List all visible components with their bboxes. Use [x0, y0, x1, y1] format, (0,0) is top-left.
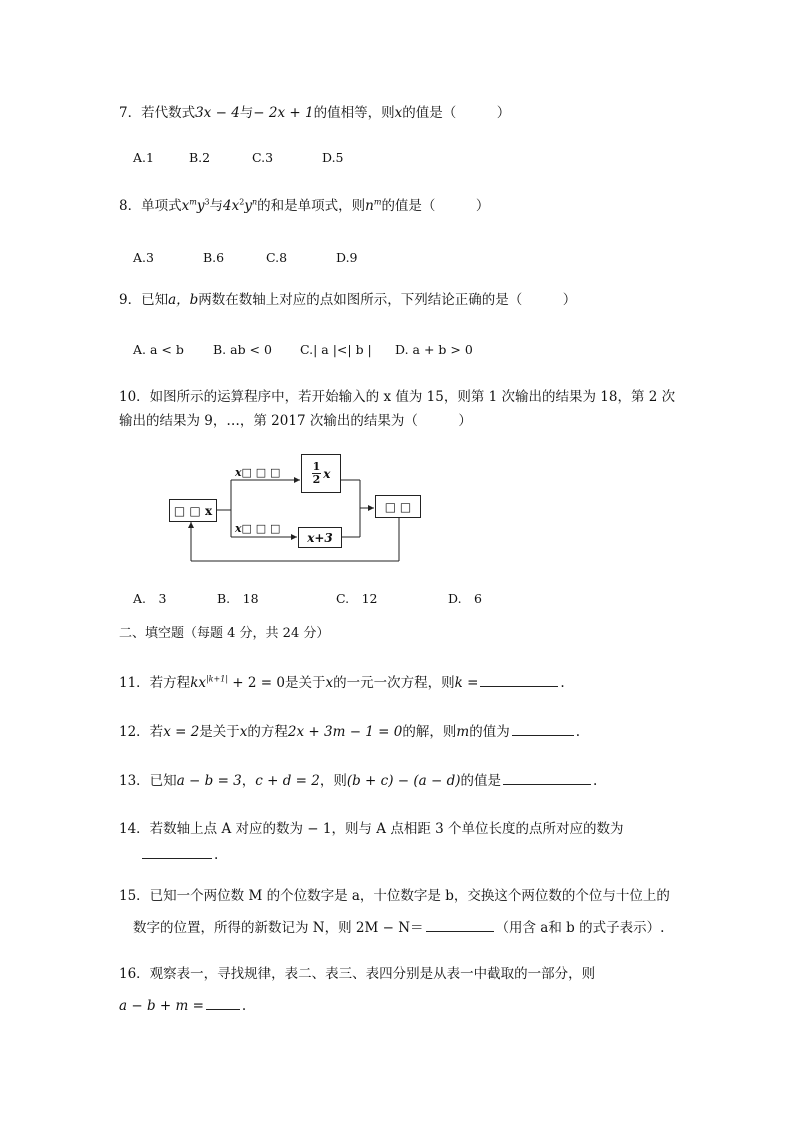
q8-expr1-base: x — [181, 198, 190, 214]
q12-ans: m — [456, 724, 470, 740]
q16-expr: a − b + m = — [119, 998, 204, 1014]
q7-option-d: D.5 — [322, 150, 344, 165]
question-10-line2: 输出的结果为 9，…，第 2017 次输出的结果为（ ） — [119, 413, 472, 429]
q8-option-a: A.3 — [133, 250, 154, 265]
flow-branch-top-label: x□ □ □ — [235, 466, 281, 479]
q8-option-c: C.8 — [266, 250, 288, 265]
question-7 — [119, 105, 510, 121]
flow-half-fraction — [312, 461, 322, 486]
flow-half-var: x — [323, 466, 331, 481]
fraction-numerator: 1 — [312, 459, 321, 473]
q10-option-a: A. 3 — [133, 591, 167, 606]
section-2-heading: 二、填空题（每题 4 分，共 24 分） — [119, 626, 330, 641]
question-10-line1: 10．如图所示的运算程序中，若开始输入的 x 值为 15，则第 1 次输出的结果为 18，第 2 次 — [119, 389, 676, 405]
q7-tail: 的值相等，则 — [313, 105, 395, 121]
q7-var: x — [394, 105, 403, 121]
q7-expr1: 3x − 4 — [195, 105, 240, 121]
q16-answer-blank[interactable] — [206, 997, 240, 1010]
flow-plus3-label: x+3 — [307, 530, 333, 545]
q7-option-b: B.2 — [189, 150, 211, 165]
q13-tail: 的值是 — [460, 773, 502, 789]
question-15-line1: 15．已知一个两位数 M 的个位数字是 a，十位数字是 b，交换这个两位数的个位与十位上的 — [119, 888, 670, 904]
q12-answer-blank[interactable] — [512, 723, 574, 736]
q12-var: x — [239, 724, 248, 740]
q8-expr2-exp: 2 — [239, 197, 245, 207]
q12-cond: x = 2 — [163, 724, 200, 740]
q13-sep: ， — [241, 773, 256, 789]
q14-dot: . — [214, 847, 219, 863]
q8-tail: 的和是单项式，则 — [257, 198, 366, 214]
q11-mid: 是关于 — [284, 675, 326, 691]
q8-option-b: B.6 — [203, 250, 225, 265]
q8-expr1-y: y — [196, 198, 205, 214]
q14-answer-blank[interactable] — [142, 846, 212, 859]
q8-expr1-exp: m — [189, 197, 197, 207]
question-8 — [119, 198, 489, 214]
q7-option-a: A.1 — [133, 150, 154, 165]
q7-label: 7．若代数式 — [119, 105, 196, 121]
q10-option-b: B. 18 — [217, 591, 259, 606]
q11-ans: k = — [454, 675, 479, 691]
q9-option-a: A. a < b — [133, 342, 184, 357]
q8-expr2-yexp: n — [251, 197, 258, 207]
q12-mid2: 的方程 — [247, 724, 288, 740]
q11-tail: 的一元一次方程，则 — [333, 675, 455, 691]
q15-answer-blank[interactable] — [426, 919, 494, 932]
flow-plus3-box — [298, 527, 342, 548]
q13-c1: a − b = 3 — [176, 773, 242, 789]
q9-option-d: D. a + b > 0 — [395, 342, 473, 357]
q11-var: x — [325, 675, 334, 691]
question-14-line2 — [140, 846, 218, 863]
q9-option-c: C.| a |<| b | — [300, 342, 372, 357]
q8-ans-base: n — [365, 198, 374, 214]
q12-pre: 12．若 — [119, 724, 164, 740]
q8-expr2-coef: 4x — [223, 198, 240, 214]
q7-end: 的值是（ ） — [402, 105, 511, 121]
flow-input-box — [169, 499, 217, 522]
q13-answer-blank[interactable] — [503, 772, 591, 785]
q12-mid: 是关于 — [199, 724, 240, 740]
q15-line2-pre: 数字的位置，所得的新数记为 N，则 2M − N＝ — [133, 920, 424, 936]
flow-output-box — [375, 495, 421, 518]
q13-expr: (b + c) − (a − d) — [346, 773, 461, 789]
flow-half-box — [301, 454, 341, 493]
q8-label: 8．单项式 — [119, 198, 182, 214]
q11-pre: 11．若方程 — [119, 675, 191, 691]
q8-mid: 与 — [209, 198, 224, 214]
q8-expr2-y: y — [244, 198, 252, 214]
q8-expr1-yexp: 3 — [204, 197, 210, 207]
question-9 — [119, 292, 576, 308]
q12-end: 的值为 — [469, 724, 510, 740]
q15-line2-post: （用含 a和 b 的式子表示）. — [495, 920, 665, 936]
question-15-line2 — [133, 919, 664, 936]
q10-option-c: C. 12 — [336, 591, 378, 606]
fraction-denominator: 2 — [312, 473, 321, 486]
flow-output-label: □ □ — [384, 499, 412, 514]
q13-c2: c + d = 2 — [255, 773, 320, 789]
q10-option-d: D. 6 — [448, 591, 483, 606]
q8-option-d: D.9 — [336, 250, 358, 265]
q7-option-c: C.3 — [252, 150, 274, 165]
q9-vars: a，b — [168, 292, 199, 308]
q13-pre: 13．已知 — [119, 773, 177, 789]
q13-dot: . — [593, 773, 598, 789]
question-16-line2 — [119, 997, 246, 1014]
question-11 — [119, 674, 565, 691]
q16-dot: . — [241, 998, 247, 1014]
q9-option-b: B. ab < 0 — [213, 342, 272, 357]
q7-expr2: − 2x + 1 — [253, 105, 314, 121]
question-13 — [119, 772, 597, 789]
q12-tail: 的解，则 — [402, 724, 457, 740]
flow-branch-bottom-label: x□ □ □ — [235, 522, 281, 535]
q8-end: 的值是（ ） — [381, 198, 490, 214]
question-12 — [119, 723, 580, 740]
q13-mid: ，则 — [319, 773, 347, 789]
q12-dot: . — [575, 724, 580, 740]
q9-pre: 9．已知 — [119, 292, 169, 308]
q11-post-expr: + 2 = 0 — [228, 675, 285, 691]
question-14-line1: 14．若数轴上点 A 对应的数为 − 1，则与 A 点相距 3 个单位长度的点所对应的数为 — [119, 821, 624, 837]
q11-expr: kx — [190, 675, 206, 691]
question-16-line1: 16．观察表一，寻找规律，表二、表三、表四分别是从表一中截取的一部分，则 — [119, 966, 596, 982]
q9-post: 两数在数轴上对应的点如图所示，下列结论正确的是（ ） — [198, 292, 577, 308]
q11-answer-blank[interactable] — [480, 674, 558, 687]
q11-exp: |k+1| — [205, 674, 229, 684]
q11-end: . — [560, 675, 565, 691]
q8-ans-exp: m — [373, 197, 382, 207]
flow-input-label: □ □ x — [173, 503, 213, 518]
q12-eq: 2x + 3m − 1 = 0 — [287, 724, 403, 740]
q7-mid: 与 — [239, 105, 254, 121]
